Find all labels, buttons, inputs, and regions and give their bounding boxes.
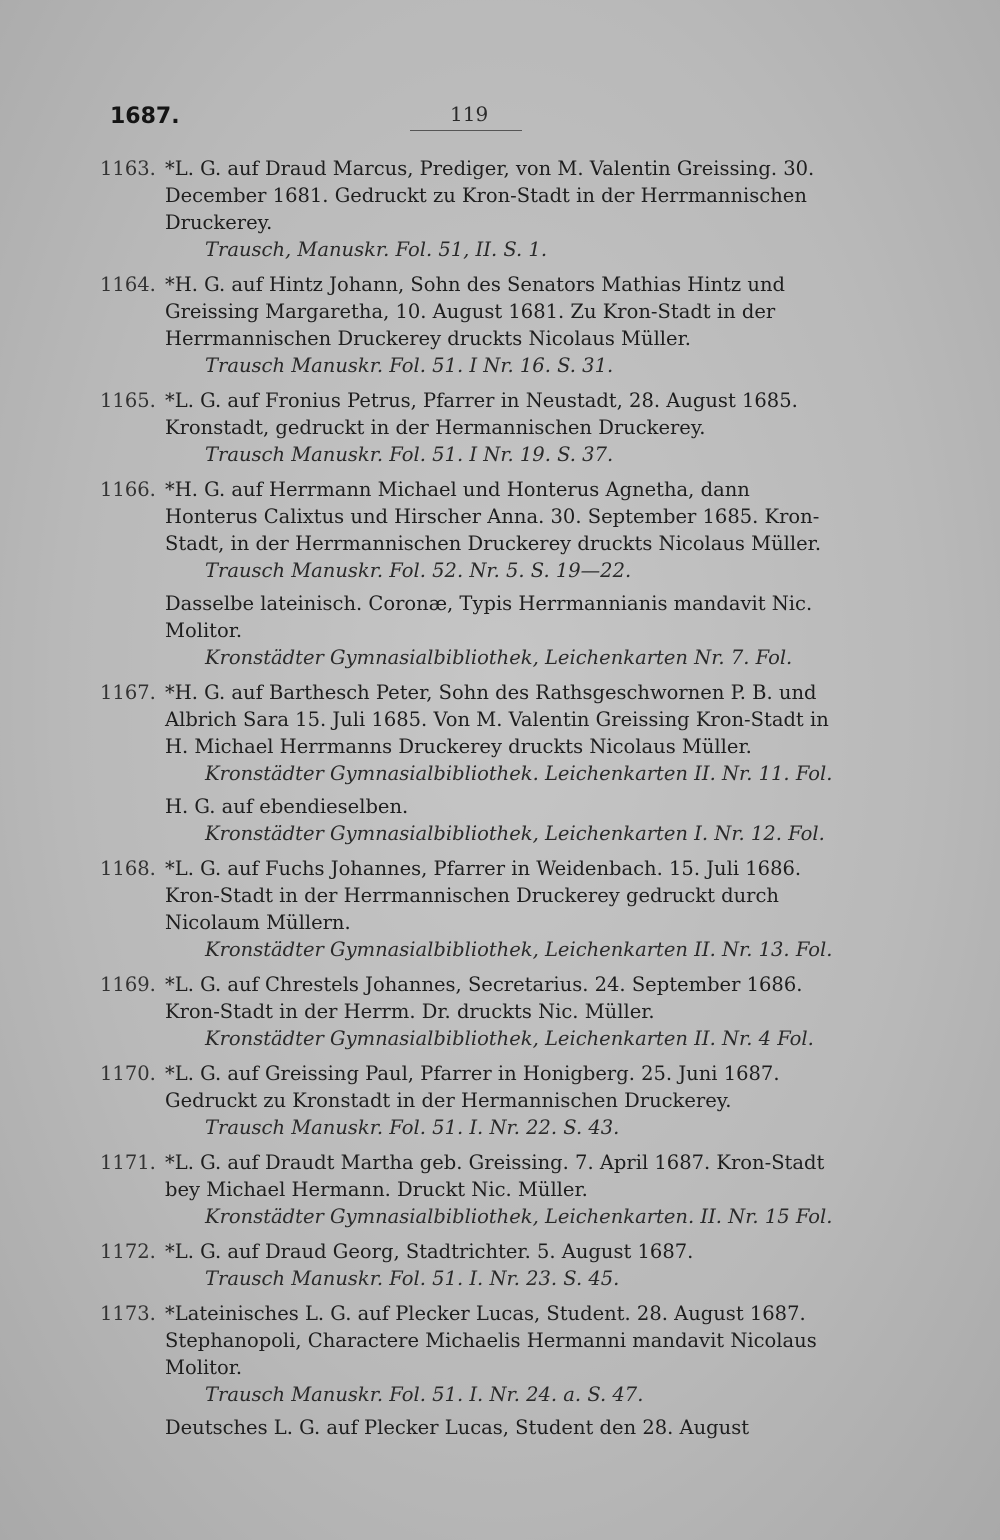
entry-source: Trausch Manuskr. Fol. 51. I. Nr. 23. S. 45. xyxy=(205,1267,620,1290)
header-year: 1687. xyxy=(110,104,180,129)
entry-1163 xyxy=(100,155,845,263)
entry-source: Kronstädter Gymnasialbibliothek, Leichenkarten II. Nr. 13. Fol. xyxy=(205,938,833,961)
entry-extra-text: H. G. auf ebendieselben. xyxy=(165,795,409,818)
entries-list xyxy=(100,155,845,1449)
entry-text: *L. G. auf Draudt Martha geb. Greissing. 7. April 1687. Kron-Stadt bey Michael Hermann. Druckt Nic. Müller. xyxy=(165,1151,825,1201)
entry-source: Trausch Manuskr. Fol. 51. I Nr. 16. S. 31. xyxy=(205,354,614,377)
entry-1167 xyxy=(100,679,845,847)
entry-text: *L. G. auf Draud Georg, Stadtrichter. 5. August 1687. xyxy=(165,1240,694,1263)
entry-1166 xyxy=(100,476,845,671)
entry-number: 1165. xyxy=(100,389,156,412)
entry-text: *L. G. auf Fuchs Johannes, Pfarrer in Weidenbach. 15. Juli 1686. Kron-Stadt in der Herrmannischen Druckerey gedruckt durch Nicolaum Müllern. xyxy=(165,857,802,934)
entry-1168 xyxy=(100,855,845,963)
entry-text: *H. G. auf Herrmann Michael und Honterus Agnetha, dann Honterus Calixtus und Hirscher Anna. 30. September 1685. Kron-Stadt, in der Herrmannischen Druckerey druckts Nicolaus Müller. xyxy=(165,478,822,555)
header-rule xyxy=(410,130,522,131)
entry-source: Trausch Manuskr. Fol. 52. Nr. 5. S. 19—22. xyxy=(205,559,632,582)
entry-text: *L. G. auf Fronius Petrus, Pfarrer in Neustadt, 28. August 1685. Kronstadt, gedruckt in der Hermannischen Druckerey. xyxy=(165,389,798,439)
entry-text: *L. G. auf Chrestels Johannes, Secretarius. 24. September 1686. Kron-Stadt in der Herrm. Dr. druckts Nic. Müller. xyxy=(165,973,803,1023)
entry-1164 xyxy=(100,271,845,379)
entry-text: *H. G. auf Hintz Johann, Sohn des Senators Mathias Hintz und Greissing Margaretha, 10. August 1681. Zu Kron-Stadt in der Herrmannischen Druckerey druckts Nicolaus Müller. xyxy=(165,273,785,350)
entry-source: Trausch Manuskr. Fol. 51. I. Nr. 22. S. 43. xyxy=(205,1116,620,1139)
entry-1171 xyxy=(100,1149,845,1230)
entry-1170 xyxy=(100,1060,845,1141)
entry-source: Kronstädter Gymnasialbibliothek. Leichenkarten II. Nr. 11. Fol. xyxy=(205,762,833,785)
trailing-text: Deutsches L. G. auf Plecker Lucas, Student den 28. August xyxy=(165,1416,750,1439)
entry-source: Trausch Manuskr. Fol. 51. I Nr. 19. S. 37. xyxy=(205,443,614,466)
entry-number: 1171. xyxy=(100,1151,156,1174)
entry-number: 1164. xyxy=(100,273,156,296)
entry-source: Trausch Manuskr. Fol. 51. I. Nr. 24. a. S. 47. xyxy=(205,1383,644,1406)
entry-text: *H. G. auf Barthesch Peter, Sohn des Rathsgeschwornen P. B. und Albrich Sara 15. Juli 1685. Von M. Valentin Greissing Kron-Stadt in H. Michael Herrmanns Druckerey druckts Nicolaus Müller. xyxy=(165,681,829,758)
entry-source: Kronstädter Gymnasialbibliothek, Leichenkarten II. Nr. 4 Fol. xyxy=(205,1027,814,1050)
entry-number: 1169. xyxy=(100,973,156,996)
entry-extra-text: Dasselbe lateinisch. Coronæ, Typis Herrmannianis mandavit Nic. Molitor. xyxy=(165,592,813,642)
entry-1172 xyxy=(100,1238,845,1292)
entry-1173 xyxy=(100,1300,845,1441)
entry-text: *L. G. auf Greissing Paul, Pfarrer in Honigberg. 25. Juni 1687. Gedruckt zu Kronstadt in der Hermannischen Druckerey. xyxy=(165,1062,780,1112)
entry-number: 1163. xyxy=(100,157,156,180)
entry-number: 1168. xyxy=(100,857,156,880)
entry-source: Kronstädter Gymnasialbibliothek, Leichenkarten. II. Nr. 15 Fol. xyxy=(205,1205,833,1228)
entry-number: 1173. xyxy=(100,1302,156,1325)
entry-source: Trausch, Manuskr. Fol. 51, II. S. 1. xyxy=(205,238,548,261)
entry-number: 1172. xyxy=(100,1240,156,1263)
page-number: 119 xyxy=(450,102,489,126)
entry-extra-source: Kronstädter Gymnasialbibliothek, Leichenkarten Nr. 7. Fol. xyxy=(205,646,793,669)
entry-text: *L. G. auf Draud Marcus, Prediger, von M. Valentin Greissing. 30. December 1681. Gedruckt zu Kron-Stadt in der Herrmannischen Druckerey. xyxy=(165,157,815,234)
entry-1165 xyxy=(100,387,845,468)
entry-number: 1170. xyxy=(100,1062,156,1085)
entry-extra-source: Kronstädter Gymnasialbibliothek, Leichenkarten I. Nr. 12. Fol. xyxy=(205,822,825,845)
entry-number: 1167. xyxy=(100,681,156,704)
entry-number: 1166. xyxy=(100,478,156,501)
entry-1169 xyxy=(100,971,845,1052)
entry-text: *Lateinisches L. G. auf Plecker Lucas, Student. 28. August 1687. Stephanopoli, Charactere Michaelis Hermanni mandavit Nicolaus Molitor. xyxy=(165,1302,817,1379)
page-header xyxy=(110,100,530,140)
